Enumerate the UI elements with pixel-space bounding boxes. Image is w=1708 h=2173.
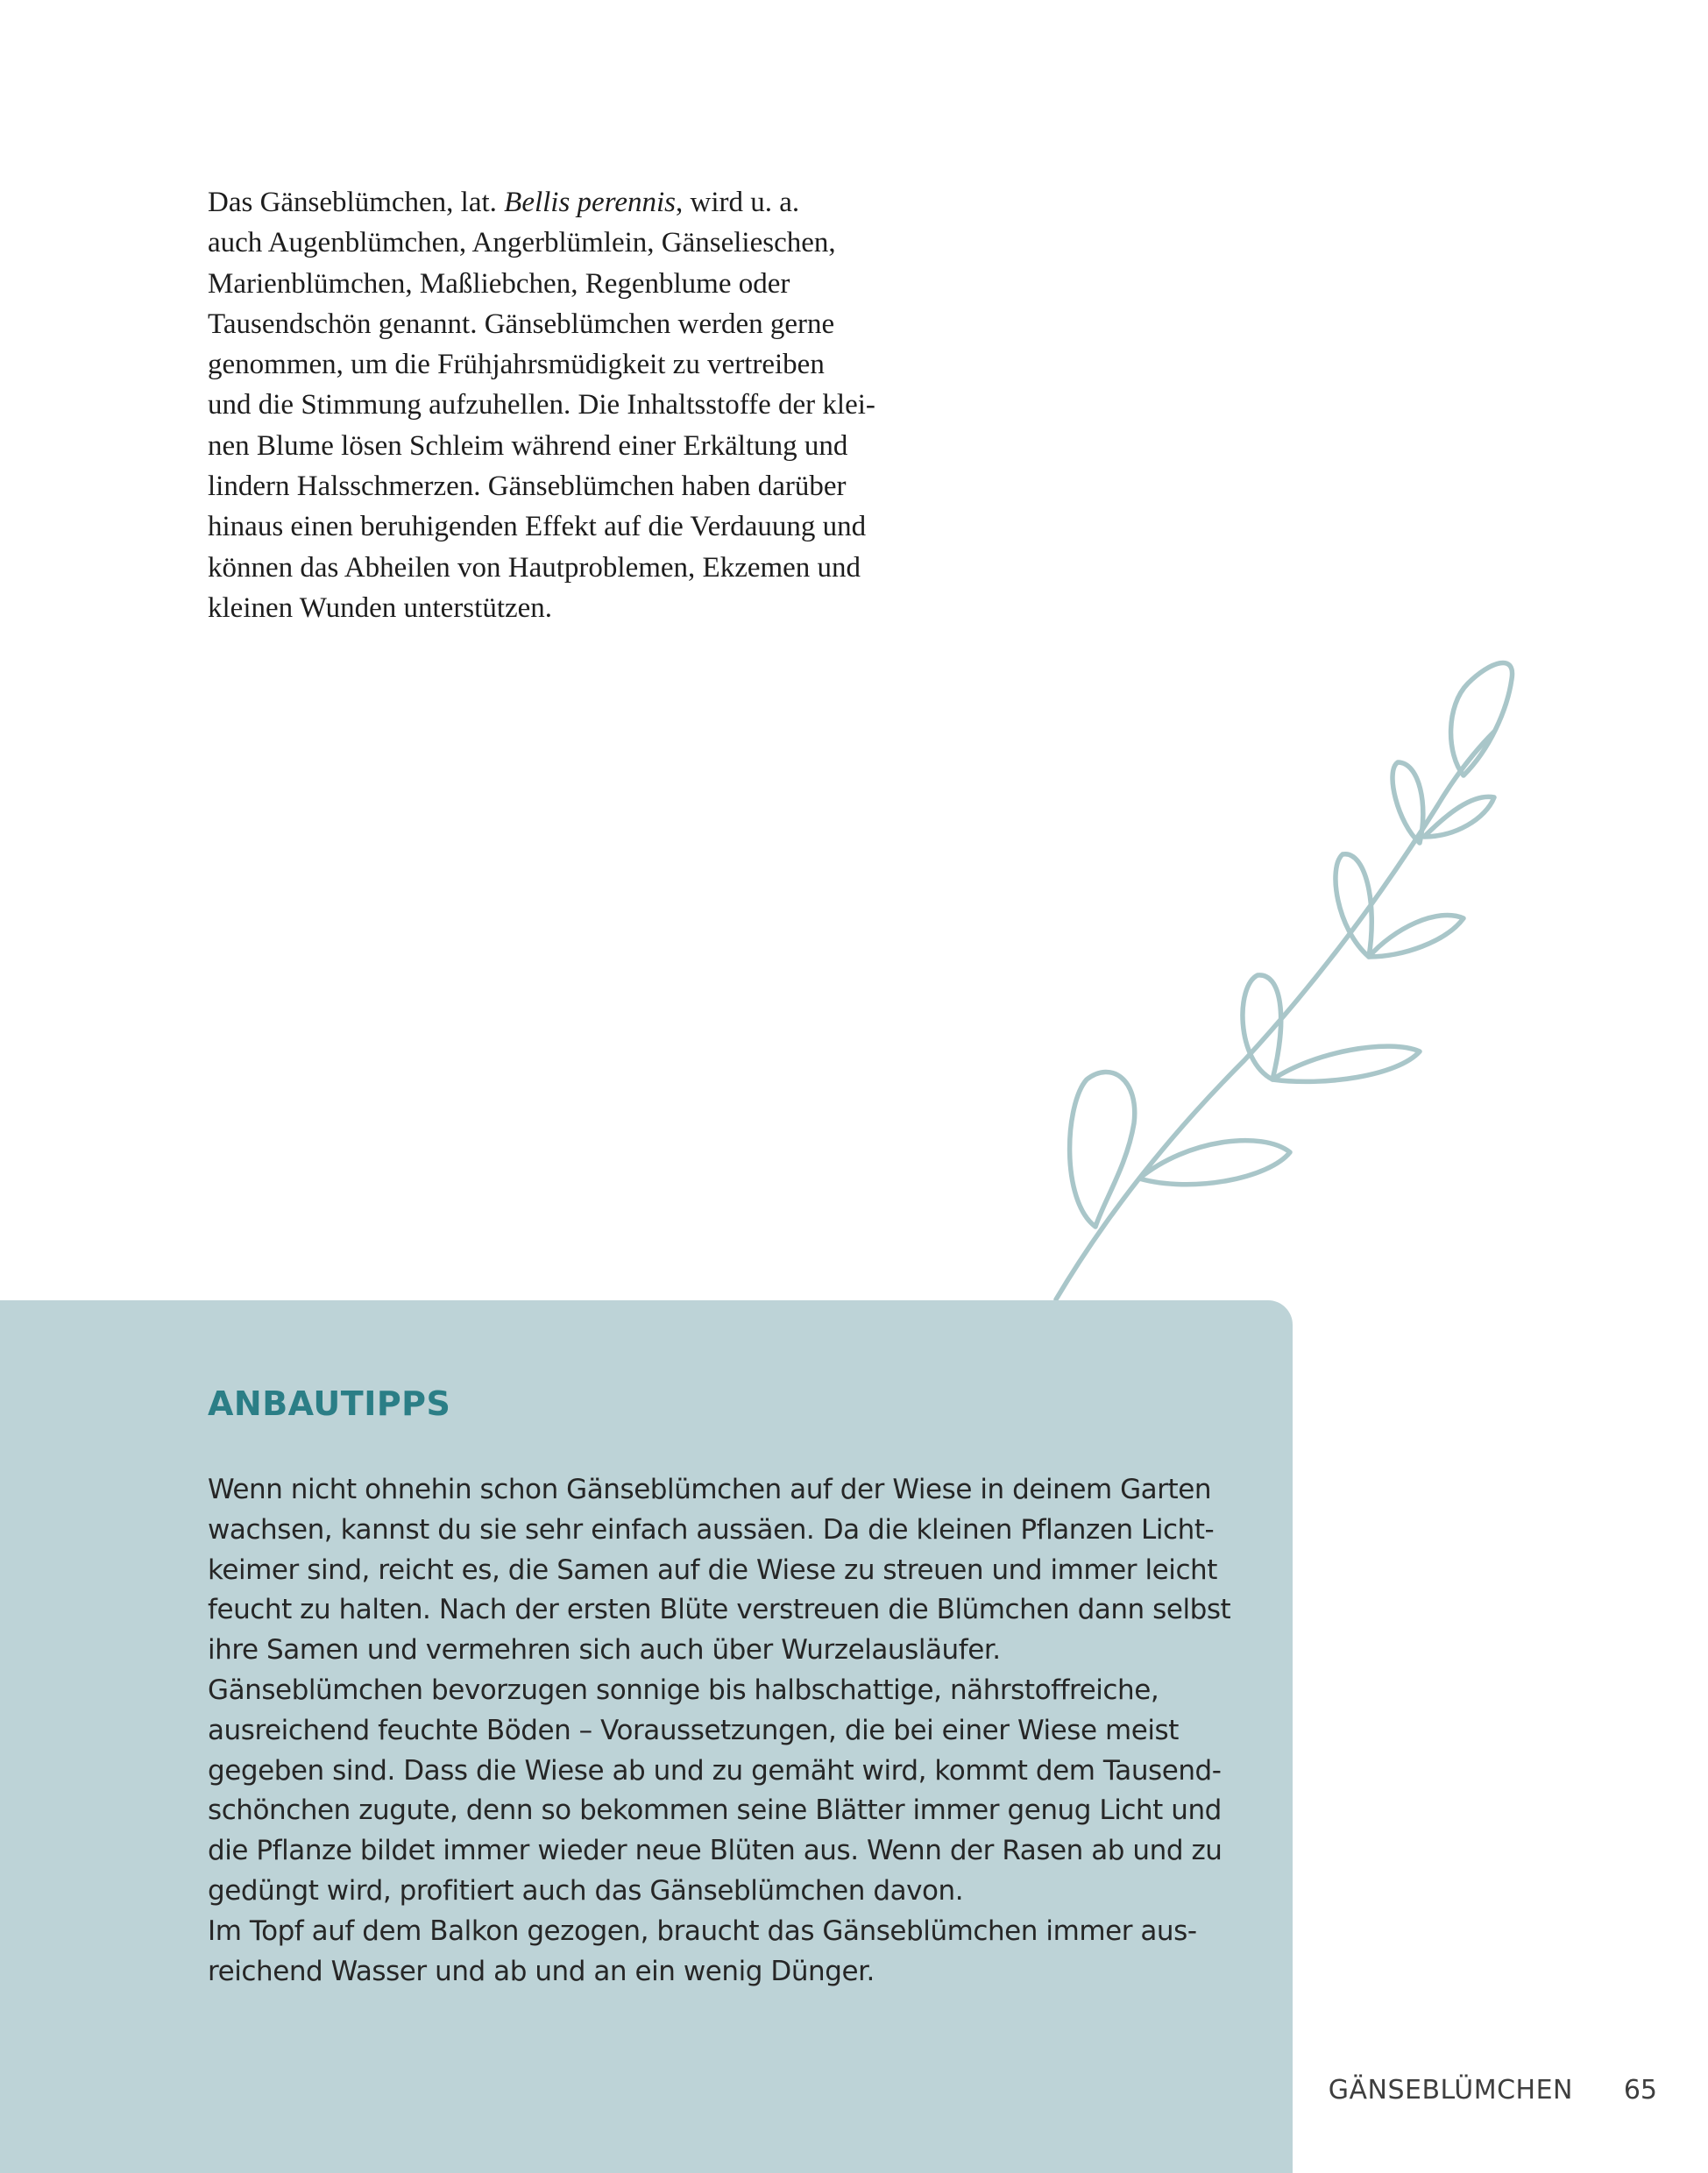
tips-heading: ANBAUTIPPS <box>208 1384 451 1423</box>
intro-line: genommen, um die Frühjahrsmüdigkeit zu vertreiben <box>208 349 825 381</box>
tips-line: schönchen zugute, denn so bekommen seine Blätter immer genug Licht und <box>208 1794 1222 1827</box>
tips-line: gegeben sind. Dass die Wiese ab und zu gemäht wird, kommt dem Tausend- <box>208 1754 1222 1787</box>
intro-text-part: , wird u. a. <box>675 187 800 218</box>
intro-line: lindern Halsschmerzen. Gänseblümchen haben darüber <box>208 471 847 503</box>
intro-line: hinaus einen beruhigenden Effekt auf die Verdauung und <box>208 511 867 543</box>
tips-line: wachsen, kannst du sie sehr einfach aussäen. Da die kleinen Pflanzen Licht- <box>208 1513 1215 1546</box>
latin-name: Bellis perennis <box>504 187 676 218</box>
tips-line: gedüngt wird, profitiert auch das Gänseblümchen davon. <box>208 1874 964 1907</box>
tips-paragraph <box>208 1470 1259 1992</box>
intro-line: können das Abheilen von Hautproblemen, Ekzemen und <box>208 551 861 584</box>
intro-line: und die Stimmung aufzuhellen. Die Inhaltsstoffe der klei- <box>208 389 875 421</box>
tips-line: die Pflanze bildet immer wieder neue Blüten aus. Wenn der Rasen ab und zu <box>208 1835 1223 1867</box>
intro-line <box>208 182 1014 223</box>
tips-line: keimer sind, reicht es, die Samen auf die Wiese zu streuen und immer leicht <box>208 1554 1217 1586</box>
intro-line: Marienblümchen, Maßliebchen, Regenblume oder <box>208 267 790 300</box>
intro-text-part: Das Gänseblümchen, lat. <box>208 187 505 218</box>
intro-line: auch Augenblümchen, Angerblümlein, Gänselieschen, <box>208 227 836 259</box>
tips-line: Wenn nicht ohnehin schon Gänseblümchen auf der Wiese in deinem Garten <box>208 1474 1212 1505</box>
page-number: 65 <box>1623 2075 1657 2106</box>
intro-paragraph <box>208 182 1014 628</box>
intro-line: Tausendschön genannt. Gänseblümchen werden gerne <box>208 308 835 340</box>
running-footer-title: GÄNSEBLÜMCHEN <box>1328 2075 1573 2106</box>
tips-line: feucht zu halten. Nach der ersten Blüte verstreuen die Blümchen dann selbst <box>208 1594 1231 1626</box>
leaf-sprig-icon <box>1034 640 1525 1314</box>
tips-line: Gänseblümchen bevorzugen sonnige bis halbschattige, nährstoffreiche, <box>208 1674 1159 1706</box>
tips-line: reichend Wasser und ab und an ein wenig Dünger. <box>208 1955 875 1987</box>
intro-line: nen Blume lösen Schleim während einer Erkältung und <box>208 429 848 462</box>
tips-line: ihre Samen und vermehren sich auch über Wurzelausläufer. <box>208 1634 1001 1667</box>
tips-line: ausreichend feuchte Böden – Voraussetzungen, die bei einer Wiese meist <box>208 1714 1179 1746</box>
tips-line: Im Topf auf dem Balkon gezogen, braucht das Gänseblümchen immer aus- <box>208 1915 1197 1947</box>
intro-line: kleinen Wunden unterstützen. <box>208 591 553 624</box>
